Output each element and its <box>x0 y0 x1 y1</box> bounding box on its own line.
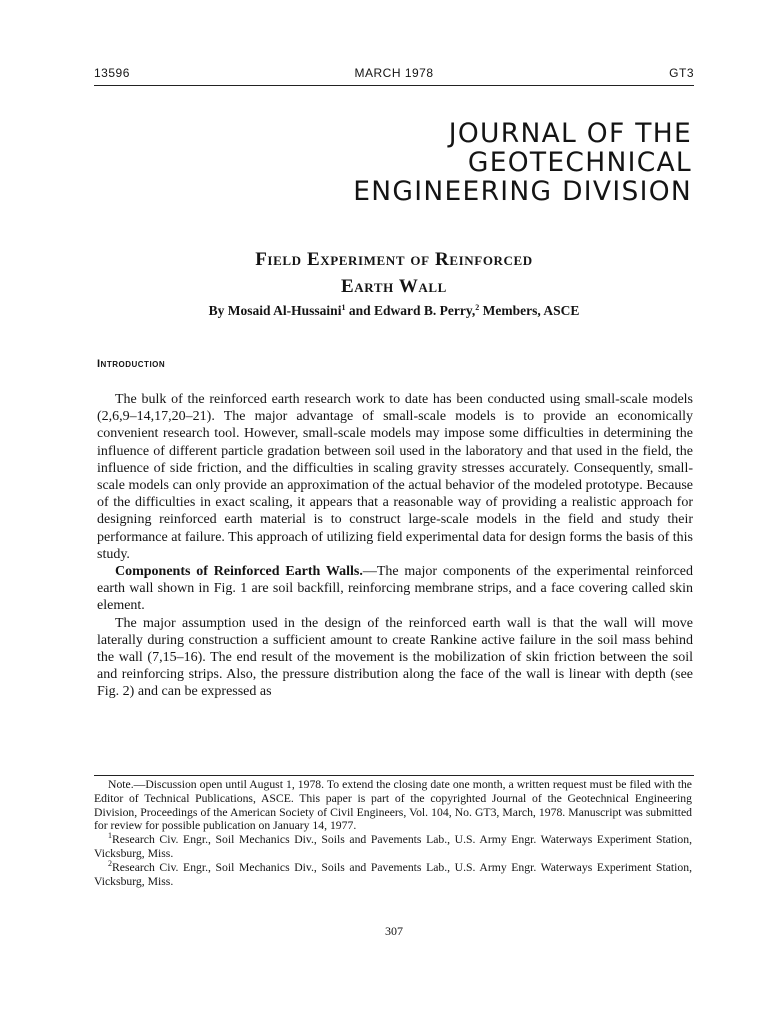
footnote-2-mark: 2 <box>108 858 112 868</box>
issue-date: MARCH 1978 <box>354 66 434 80</box>
footnote-1-mark: 1 <box>108 831 112 841</box>
footnote-1-text: Research Civ. Engr., Soil Mechanics Div., Soils and Pavements Lab., U.S. Army Engr. Waterways Experiment Station, Vicksburg, Miss. <box>94 833 692 860</box>
page-number: 307 <box>385 924 403 938</box>
footnote-note: Note.—Discussion open until August 1, 1978. To extend the closing date one month, a written request must be filed with the Editor of Technical Publications, ASCE. This paper is part of the copyrighted Journal of the Geotechnical Engineering Division, Proceedings of the American Society of Civil Engineers, Vol. 104, No. GT3, March, 1978. Manuscript was submitted for review for possible publication on January 14, 1977. <box>94 778 692 833</box>
paragraph-3: The major assumption used in the design of the reinforced earth wall is that the wall will move laterally during construction a sufficient amount to create Rankine active failure in the soil mass behind the wall (7,15–16). The end result of the movement is the mobilization of skin friction between the soil and reinforcing strips. Also, the pressure distribution along the face of the wall is linear with depth (see Fig. 2) and can be expressed as <box>97 615 693 700</box>
journal-title-line-3: ENGINEERING DIVISION <box>353 176 692 207</box>
byline-footnote-mark-2: 2 <box>475 303 480 312</box>
header-rule <box>94 85 694 86</box>
body-text <box>97 391 693 701</box>
footnotes <box>94 778 692 888</box>
section-heading-introduction: Introduction <box>97 358 166 370</box>
footnote-2-text: Research Civ. Engr., Soil Mechanics Div., Soils and Pavements Lab., U.S. Army Engr. Waterways Experiment Station, Vicksburg, Miss. <box>94 860 692 888</box>
byline-first-author: By Mosaid Al-Hussaini <box>208 303 342 318</box>
journal-title <box>240 119 692 206</box>
byline-footnote-mark-1: 1 <box>341 303 346 312</box>
article-title <box>94 246 694 300</box>
journal-title-line-1: JOURNAL OF THE <box>448 118 692 149</box>
article-title-line-1: Field Experiment of Reinforced <box>255 249 533 270</box>
paragraph-2-text: —The major components of the experimental reinforced earth wall shown in Fig. 1 are soil backfill, reinforcing membrane strips, and a face covering called skin element. <box>97 564 694 614</box>
footnote-2 <box>94 858 692 889</box>
footnote-rule <box>94 775 694 776</box>
byline-affiliation: Members, ASCE <box>479 303 580 318</box>
paragraph-1: The bulk of the reinforced earth research work to date has been conducted using small-scale models (2,6,9–14,17,20–21). The major advantage of small-scale models is to provide an economically convenient research tool. However, small-scale models may impose some difficulties in determining the influence of different particle gradation between soil used in the laboratory and that used in the field, the influence of side friction, and the difficulties in scaling gravity stresses accurately. Consequently, small-scale models can only provide an approximation of the actual behavior of the modeled prototype. Because of the difficulties in exact scaling, it appears that a reasonable way of providing a realistic approach for designing reinforced earth material is to construct large-scale models in the field and study their performance at failure. This approach of utilizing field experimental data for design forms the basis of this study. <box>97 392 693 562</box>
article-title-line-2: Earth Wall <box>341 276 447 297</box>
paper-number: 13596 <box>94 66 130 80</box>
journal-title-line-2: GEOTECHNICAL <box>467 147 692 178</box>
author-byline <box>94 303 694 319</box>
footnote-1 <box>94 833 692 861</box>
issue-code: GT3 <box>669 66 694 80</box>
paragraph-2-run-in-heading: Components of Reinforced Earth Walls. <box>115 564 363 580</box>
running-head <box>94 66 694 84</box>
byline-second-author: and Edward B. Perry, <box>345 303 476 318</box>
paragraph-2 <box>97 563 693 615</box>
